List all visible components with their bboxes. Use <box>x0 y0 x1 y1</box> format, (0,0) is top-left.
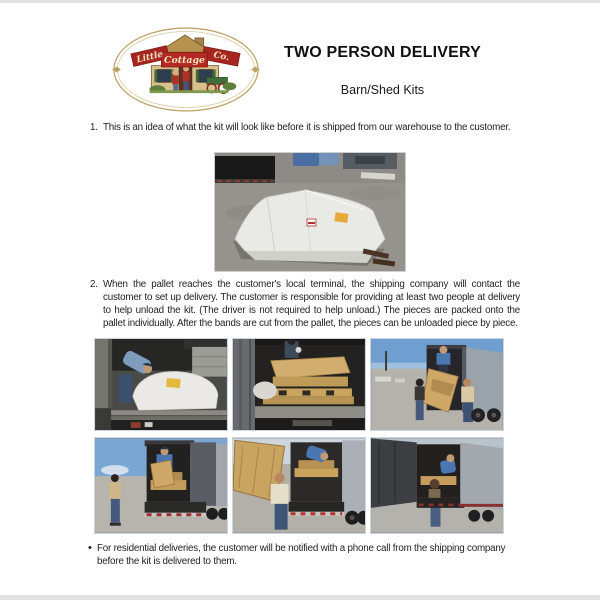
trailer-side <box>460 442 503 509</box>
photo-unload-step-5 <box>232 437 366 534</box>
photo-unload-step-3 <box>370 338 504 431</box>
photo-unload-step-6 <box>370 437 504 534</box>
photo-unload-step-2 <box>232 338 366 431</box>
page-bottom-border <box>0 595 600 600</box>
logo-word-little: Little <box>135 49 165 66</box>
wood-panel <box>151 460 175 488</box>
step-1 <box>90 121 520 134</box>
step-1-number: 1. <box>90 122 98 133</box>
residential-note-text: For residential deliveries, the customer will be notified with a phone call from the shipping company before the kit is delivered to them. <box>97 543 506 567</box>
photo-unload-step-1 <box>94 338 228 431</box>
photo-wrapped-pallet <box>214 152 406 272</box>
company-logo <box>112 26 260 113</box>
page-subtitle: Barn/Shed Kits <box>340 83 425 97</box>
logo-word-co: Co. <box>212 50 231 64</box>
header-text <box>260 44 505 97</box>
trailer-door <box>190 442 216 506</box>
photo-unload-step-4 <box>94 437 228 534</box>
page-top-border <box>0 0 600 3</box>
page-title: TWO PERSON DELIVERY <box>283 44 481 61</box>
shipping-label <box>334 212 348 223</box>
trailer-side <box>342 440 365 511</box>
step-2-number: 2. <box>90 279 98 290</box>
residential-note <box>88 542 520 568</box>
open-trailer-door <box>371 438 417 507</box>
logo-word-cottage: Cottage <box>164 55 205 67</box>
bullet-marker: • <box>88 542 92 554</box>
step-1-text: This is an idea of what the kit will look like before it is shipped from our warehouse to the customer. <box>103 122 511 133</box>
plastic-wrap <box>253 382 277 400</box>
step-2 <box>90 278 520 330</box>
step-2-text: When the pallet reaches the customer's local terminal, the shipping company will contact the customer to set up delivery. The customer is responsible for providing at least two people at delivery to help unload the kit. (The driver is not required to help unload.) The pieces are packed onto the pallet individually. After the bands are cut from the pallet, the pieces can be unloaded piece by piece. <box>103 279 520 329</box>
little-cottage-co-logo-icon <box>112 26 260 113</box>
wood-panel-stack <box>263 357 354 404</box>
